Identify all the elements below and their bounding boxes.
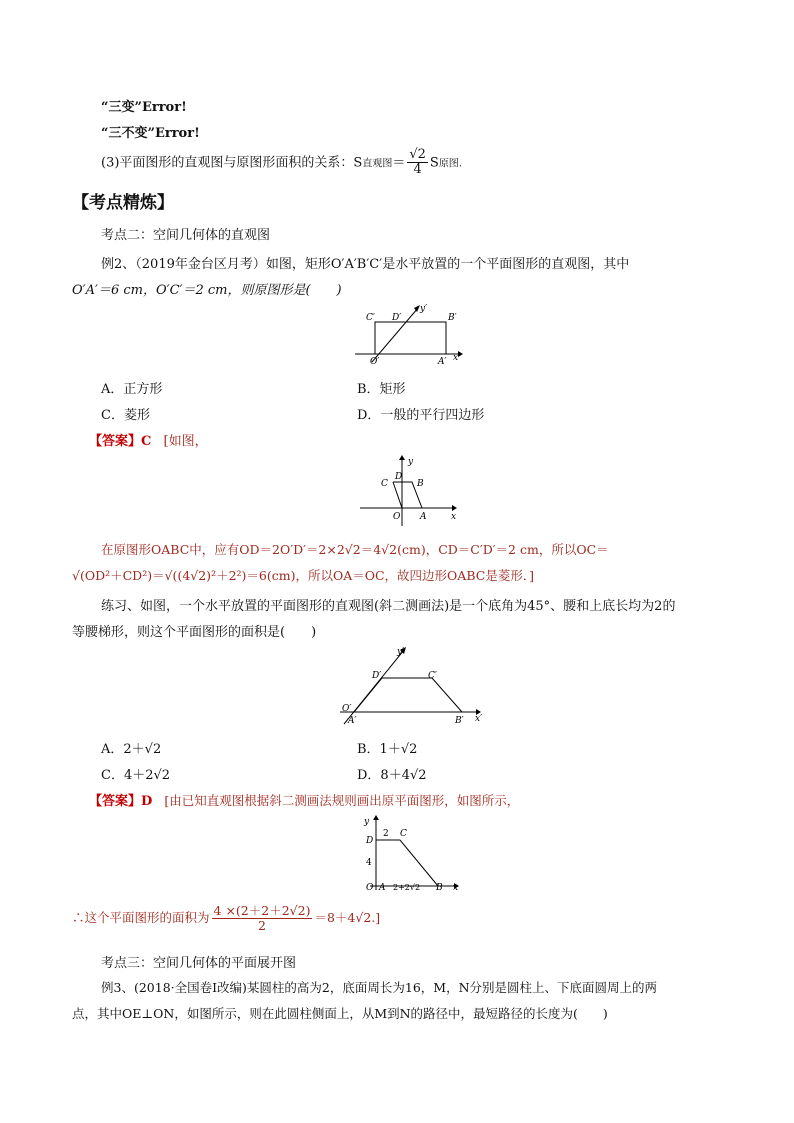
practice-area-prefix: ∴这个平面图形的面积为 xyxy=(72,909,210,925)
fig1-rectangle xyxy=(375,322,446,354)
fig1-label-D: D′ xyxy=(392,313,402,323)
area-relation-den: 4 xyxy=(413,162,422,178)
fig4-trapezoid xyxy=(376,840,438,886)
practice-answer xyxy=(89,790,519,809)
fig1-label-A: A′ xyxy=(438,357,447,364)
fig2-label-y: y xyxy=(408,457,414,467)
area-relation-eq: ＝ xyxy=(392,155,406,171)
figure-trapezoid-original xyxy=(360,812,464,898)
san-bian-line: “三变”Error! xyxy=(101,100,187,115)
fig4-label-D: D xyxy=(366,836,374,846)
practice-option-b: B．1＋√2 xyxy=(357,742,418,757)
figure-trapezoid-oblique xyxy=(336,644,488,728)
ex2-line1: 例2、（2019年金台区月考）如图，矩形O′A′B′C′是水平放置的一个平面图形的直观图，其中 xyxy=(101,257,630,272)
fig2-label-O: O xyxy=(393,512,401,522)
fig1-label-y: y′ xyxy=(420,304,428,314)
practice-line2: 等腰梯形，则这个平面图形的面积是( ) xyxy=(72,625,317,640)
fig2-label-C: C xyxy=(381,479,388,489)
ex2-answer-text: [如图， xyxy=(163,434,208,449)
fig1-label-B: B′ xyxy=(448,313,457,323)
figure-rhombus-original xyxy=(356,452,462,530)
fig3-label-x: x′ xyxy=(475,714,483,724)
area-relation-prefix: (3)平面图形的直观图与原图形面积的关系：S xyxy=(101,155,363,171)
fig4-label-x: x xyxy=(453,883,459,893)
area-relation-fraction xyxy=(407,148,428,178)
practice-option-c: C．4＋2√2 xyxy=(101,768,171,783)
practice-area-den: 2 xyxy=(258,917,266,933)
practice-option-d: D．8＋4√2 xyxy=(357,768,427,783)
fig4-y-arrow xyxy=(373,815,379,820)
fig1-label-x: x′ xyxy=(453,353,461,363)
fig3-trapezoid xyxy=(354,678,462,712)
ex2-line2: O′A′＝6 cm，O′C′＝2 cm，则原图形是( ) xyxy=(72,283,342,298)
fig3-label-y: y′ xyxy=(397,647,405,657)
fig2-label-x: x xyxy=(451,512,457,522)
fig4-label-y: y xyxy=(364,817,370,827)
practice-option-a: A．2＋√2 xyxy=(101,742,162,757)
kd3-title: 考点三：空间几何体的平面展开图 xyxy=(101,956,297,971)
fig1-label-O: O′ xyxy=(370,357,380,364)
fig4-label-4: 4 xyxy=(366,858,372,868)
fig3-label-B: B′ xyxy=(455,716,464,726)
ex2-option-c: C．菱形 xyxy=(101,408,150,423)
fig4-label-C: C xyxy=(400,829,407,839)
area-relation-num: √2 xyxy=(409,147,426,162)
fig3-label-O: O′ xyxy=(342,704,352,714)
fig3-label-D: D′ xyxy=(372,671,382,681)
area-relation-sub1: 直观图 xyxy=(362,158,393,170)
section-title: 【考点精炼】 xyxy=(72,193,174,213)
ex2-option-b: B．矩形 xyxy=(357,382,406,397)
area-relation-line xyxy=(101,148,462,178)
practice-line1: 练习、如图，一个水平放置的平面图形的直观图(斜二测画法)是一个底角为45°、腰和上底长均为2的 xyxy=(101,599,676,614)
ex3-line2: 点，其中OE⊥ON，如图所示，则在此圆柱侧面上，从M到N的路径中，最短路径的长度为( ) xyxy=(72,1006,608,1021)
fig4-label-base: 2+2√2 xyxy=(393,883,421,892)
fig3-label-A: A′ xyxy=(348,716,357,726)
practice-answer-label: 【答案】D xyxy=(89,794,153,809)
ex2-option-a: A．正方形 xyxy=(101,382,163,397)
fig2-label-B: B xyxy=(417,479,424,489)
fig2-label-D: D xyxy=(395,472,403,482)
san-bu-bian-line: “三不变”Error! xyxy=(101,126,200,141)
fig2-x-arrow xyxy=(452,505,457,511)
kd2-title: 考点二：空间几何体的直观图 xyxy=(101,228,271,243)
figure-rectangle-oblique xyxy=(350,302,465,364)
ex2-solution-line1: 在原图形OABC中，应有OD＝2O′D′＝2×2√2＝4√2(cm)，CD＝C′D′＝2 cm，所以OC＝ xyxy=(101,542,609,557)
fig4-label-B: B xyxy=(436,883,443,893)
area-relation-s: S xyxy=(429,155,439,171)
ex2-answer-label: 【答案】C xyxy=(89,434,152,449)
practice-area-num: 4 ×(2＋2＋2√2) xyxy=(213,903,311,918)
fig4-label-A: A xyxy=(379,883,386,893)
practice-area-fraction xyxy=(212,904,313,933)
fig4-label-O: O xyxy=(366,883,374,893)
practice-area-result: ＝8＋4√2.] xyxy=(314,909,381,925)
ex2-answer xyxy=(89,430,208,449)
fig2-label-A: A xyxy=(420,512,427,522)
ex2-solution-line2: √(OD²＋CD²)＝√((4√2)²＋2²)＝6(cm)，所以OA＝OC，故四边形OABC是菱形．] xyxy=(72,568,534,583)
fig4-label-2: 2 xyxy=(383,829,389,839)
ex3-line1: 例3、(2018·全国卷Ⅰ改编)某圆柱的高为2，底面周长为16，M，N分别是圆柱上、下底面圆周上的两 xyxy=(101,980,658,995)
fig1-label-C: C′ xyxy=(366,313,375,323)
fig3-label-C: C′ xyxy=(428,671,437,681)
ex2-option-d: D．一般的平行四边形 xyxy=(357,408,485,423)
practice-answer-text: [由已知直观图根据斜二测画法规则画出原平面图形，如图所示， xyxy=(164,793,520,808)
area-relation-sub2: 原图. xyxy=(438,158,462,170)
fig2-y-arrow xyxy=(399,455,405,460)
practice-area-line xyxy=(72,904,380,933)
